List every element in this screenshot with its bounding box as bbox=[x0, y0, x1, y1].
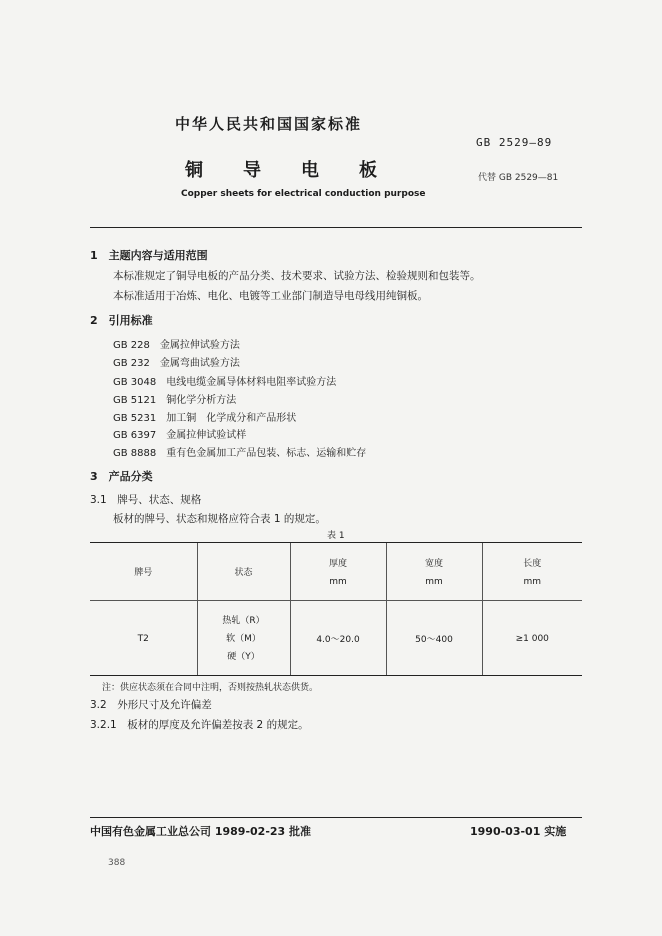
header-length bbox=[482, 543, 582, 601]
doc-title-char-1: 铜 bbox=[185, 160, 203, 181]
page-number: 388 bbox=[108, 858, 126, 868]
replaces-note: 代替 GB 2529—81 bbox=[478, 173, 559, 183]
header-thickness-unit: mm bbox=[329, 577, 347, 587]
header-width bbox=[386, 543, 482, 601]
section-1-para-1: 本标准规定了铜导电板的产品分类、技术要求、试验方法、检验规则和包装等。 bbox=[113, 270, 481, 282]
section-3-heading: 3 产品分类 bbox=[90, 470, 153, 483]
table-note: 注：供应状态须在合同中注明，否则按热轧状态供货。 bbox=[102, 683, 319, 693]
header-length-unit: mm bbox=[523, 577, 542, 587]
table-bottom-rule bbox=[90, 675, 582, 676]
approval-line: 中国有色金属工业总公司 1989-02-23 批准 bbox=[90, 825, 312, 838]
header-thickness-label: 厚度 bbox=[328, 559, 347, 569]
section-1-para-2: 本标准适用于冶炼、电化、电镀等工业部门制造导电母线用纯铜板。 bbox=[113, 290, 428, 302]
english-title: Copper sheets for electrical conduction purpose bbox=[181, 189, 426, 199]
header-thickness bbox=[290, 543, 386, 601]
section-3-2-heading: 3.2 外形尺寸及允许偏差 bbox=[90, 699, 212, 711]
state-hard: 硬（Y） bbox=[227, 651, 260, 662]
state-hot-rolled: 热轧（R） bbox=[222, 615, 265, 626]
footer-rule bbox=[90, 817, 582, 818]
table-header-row bbox=[90, 543, 582, 601]
section-3-2-1-text: 3.2.1 板材的厚度及允许偏差按表 2 的规定。 bbox=[90, 719, 309, 731]
table-1 bbox=[90, 543, 582, 676]
reference-item: GB 8888 重有色金属加工产品包装、标志、运输和贮存 bbox=[113, 448, 367, 459]
reference-item: GB 5231 加工铜 化学成分和产品形状 bbox=[113, 413, 297, 424]
section-1-heading: 1 主题内容与适用范围 bbox=[90, 249, 208, 262]
cell-width: 50～400 bbox=[386, 601, 482, 677]
reference-item: GB 6397 金属拉伸试验试样 bbox=[113, 430, 247, 441]
header-width-unit: mm bbox=[425, 577, 443, 587]
effective-date: 1990-03-01 实施 bbox=[470, 825, 567, 838]
cell-states bbox=[197, 601, 290, 677]
reference-item: GB 228 金属拉伸试验方法 bbox=[113, 340, 240, 351]
section-3-1-text: 板材的牌号、状态和规格应符合表 1 的规定。 bbox=[113, 513, 326, 525]
cell-length: ≥1 000 bbox=[482, 601, 582, 677]
state-soft: 软（M） bbox=[226, 633, 261, 644]
doc-title-char-2: 导 bbox=[243, 160, 261, 181]
section-2-heading: 2 引用标准 bbox=[90, 314, 153, 327]
doc-title-char-3: 电 bbox=[301, 160, 319, 181]
org-title: 中华人民共和国国家标准 bbox=[175, 115, 363, 133]
header-length-label: 长度 bbox=[523, 559, 542, 569]
cell-thickness: 4.0～20.0 bbox=[290, 601, 386, 677]
doc-title-char-4: 板 bbox=[359, 160, 377, 181]
table-caption: 表 1 bbox=[327, 531, 345, 541]
header-state: 状态 bbox=[197, 543, 290, 601]
reference-item: GB 5121 铜化学分析方法 bbox=[113, 395, 237, 406]
header-width-label: 宽度 bbox=[424, 559, 443, 569]
reference-item: GB 3048 电线电缆金属导体材料电阻率试验方法 bbox=[113, 377, 337, 388]
header-grade: 牌号 bbox=[90, 543, 197, 601]
standard-code: GB 2529—89 bbox=[476, 136, 553, 149]
section-3-1-heading: 3.1 牌号、状态、规格 bbox=[90, 494, 202, 506]
header-rule bbox=[90, 227, 582, 228]
table-row bbox=[90, 601, 582, 677]
cell-grade: T2 bbox=[137, 633, 149, 644]
reference-item: GB 232 金属弯曲试验方法 bbox=[113, 358, 240, 369]
